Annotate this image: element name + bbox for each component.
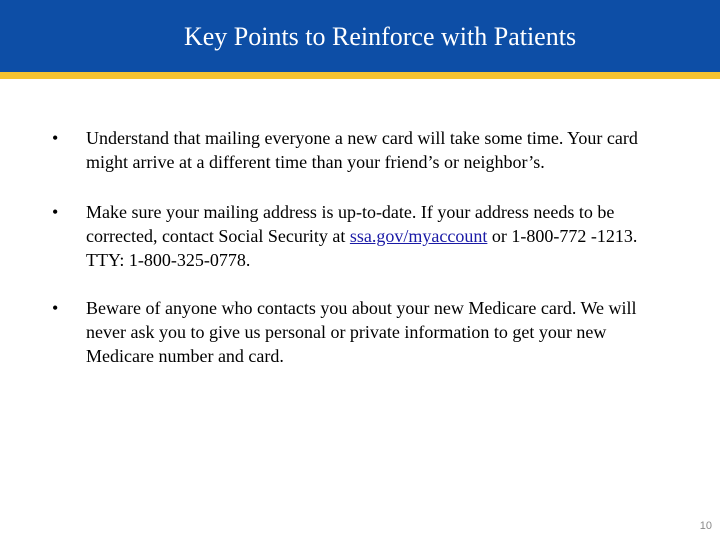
bullet-text — [86, 200, 676, 272]
bullet-icon: • — [52, 298, 59, 318]
bullet-text: Beware of anyone who contacts you about your new Medicare card. We will never ask you to give us personal or private information to get your new Medicare number and card. — [86, 298, 637, 366]
bullet-icon: • — [52, 202, 59, 222]
page-number: 10 — [699, 520, 712, 532]
bullet-text-after-link: or 1-800-772 -1213. TTY: 1-800-325-0778. — [86, 226, 638, 270]
bullet-icon: • — [52, 128, 59, 148]
bullet-text: Understand that mailing everyone a new card will take some time. Your card might arrive at a different time than your friend’s or neighbor’s. — [86, 128, 638, 172]
slide-title: Key Points to Reinforce with Patients — [183, 22, 577, 51]
ssa-account-link[interactable]: ssa.gov/myaccount — [349, 226, 488, 246]
header-bar — [0, 0, 720, 72]
header-accent-rule — [0, 72, 720, 79]
bullet-text-before-link: Make sure your mailing address is up-to-date. If your address needs to be corrected, contact Social Security at — [86, 202, 615, 246]
